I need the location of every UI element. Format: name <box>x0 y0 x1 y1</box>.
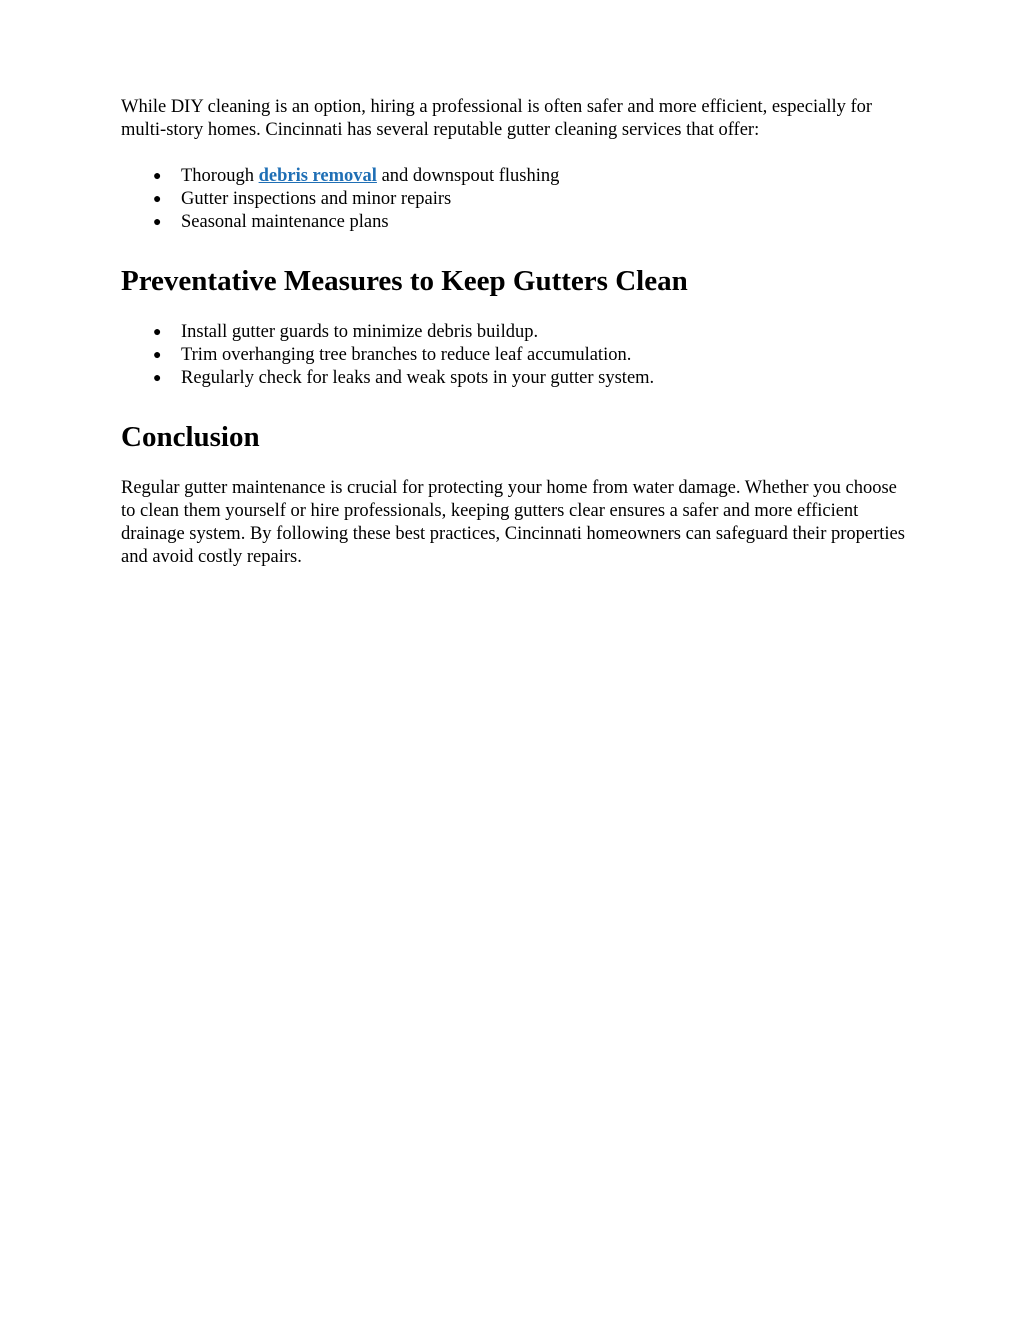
list-item <box>121 367 911 390</box>
list-item <box>121 321 911 344</box>
document-page <box>121 96 911 569</box>
preventative-heading: Preventative Measures to Keep Gutters Clean <box>121 265 688 297</box>
bullet-icon: ● <box>153 192 162 207</box>
list-item-text-before: Thorough <box>181 166 259 186</box>
list-item-text: Install gutter guards to minimize debris buildup. <box>181 322 539 342</box>
bullet-icon: ● <box>153 348 162 363</box>
intro-paragraph: While DIY cleaning is an option, hiring a professional is often safer and more efficient, especially for multi-story homes. Cincinnati has several reputable gutter cleaning services that offer: <box>121 97 873 140</box>
services-list <box>121 165 911 234</box>
bullet-icon: ● <box>153 215 162 230</box>
list-item <box>121 211 911 234</box>
list-item-text: Regularly check for leaks and weak spots in your gutter system. <box>181 368 655 388</box>
list-item <box>121 344 911 367</box>
list-item-text: Trim overhanging tree branches to reduce leaf accumulation. <box>181 345 632 365</box>
preventative-list <box>121 321 911 390</box>
list-item <box>121 188 911 211</box>
debris-removal-link[interactable]: debris removal <box>258 166 377 186</box>
list-item-text-after: and downspout flushing <box>376 166 560 186</box>
bullet-icon: ● <box>153 325 162 340</box>
bullet-icon: ● <box>153 169 162 184</box>
list-item-text: Seasonal maintenance plans <box>181 212 389 232</box>
conclusion-paragraph: Regular gutter maintenance is crucial for protecting your home from water damage. Whether you choose to clean them yourself or hire professionals, keeping gutters clear ensures a safer and more efficient drainage system. By following these best practices, Cincinnati homeowners can safeguard their properties and avoid costly repairs. <box>121 478 905 567</box>
list-item <box>121 165 911 188</box>
bullet-icon: ● <box>153 371 162 386</box>
list-item-text: Gutter inspections and minor repairs <box>181 189 452 209</box>
conclusion-heading: Conclusion <box>121 421 260 453</box>
